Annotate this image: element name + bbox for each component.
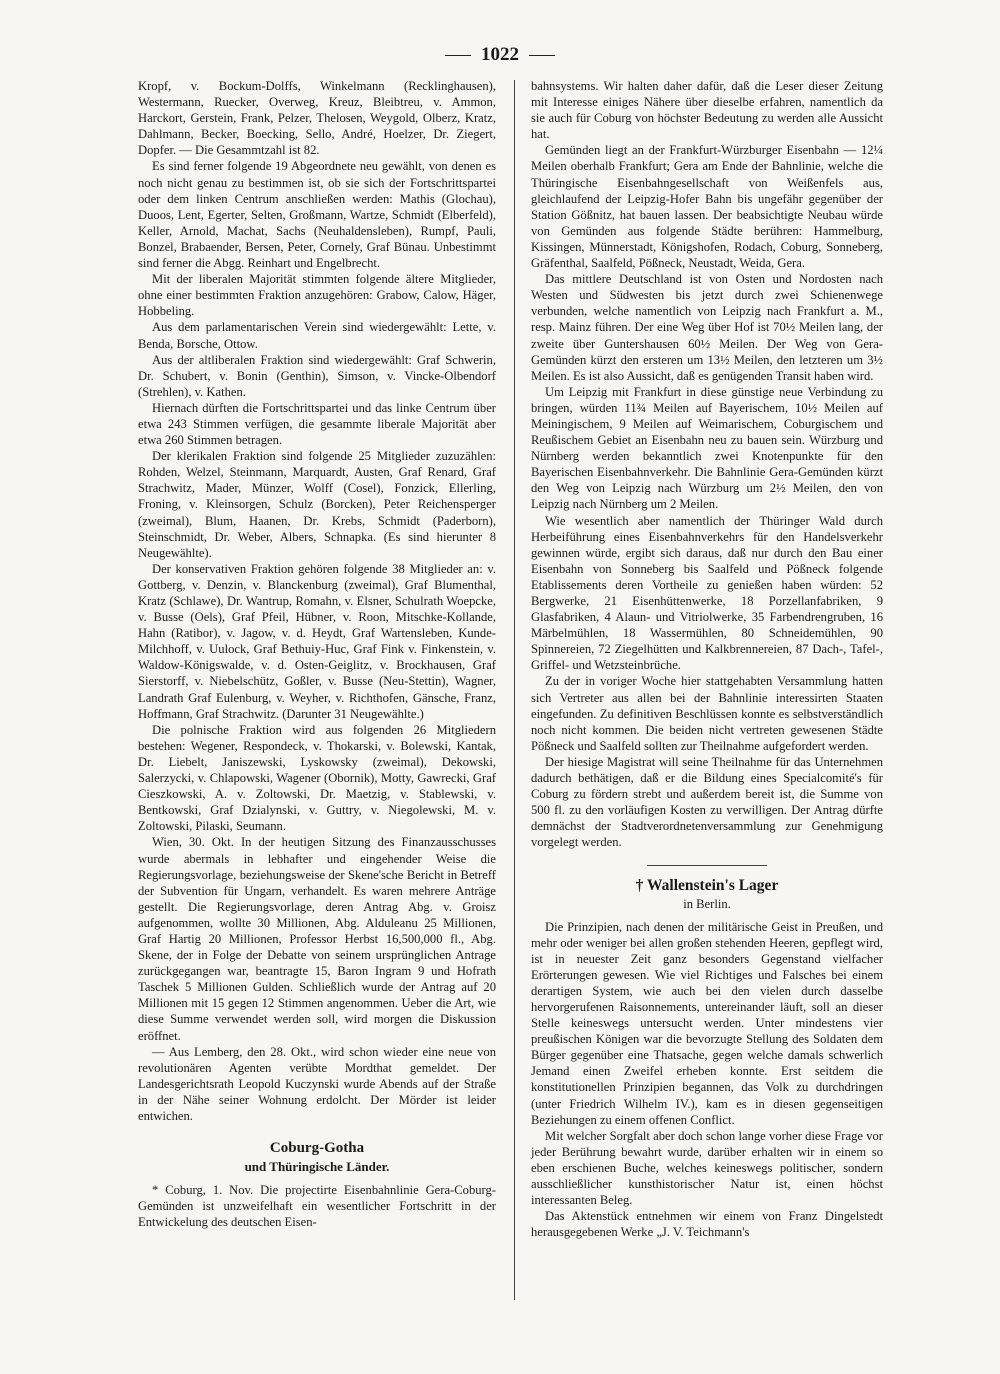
article-title: † Wallenstein's Lager — [635, 876, 779, 894]
page-header — [0, 44, 1000, 66]
header-dash-left — [445, 55, 471, 56]
header-dash-right — [529, 55, 555, 56]
paragraph: bahnsystems. Wir halten daher dafür, daß die Leser dieser Zeitung mit Interesse einiges Nähere über dieselbe erfahren, namentlich da sie auch für Coburg von höchster Bedeutung zu werden alle Aussicht hat. — [531, 79, 883, 142]
page-number: 1022 — [481, 44, 519, 65]
right-column — [531, 78, 883, 1240]
paragraph: Das mittlere Deutschland ist von Osten und Nordosten nach Westen und Südwesten bis jetzt durch zwei Schienenwege verbunden, welche namentlich von Leipzig nach Frankfurt a. M., resp. Mainz führen. Der eine Weg über Hof ist 70½ Meilen lang, der zweite über Guntershausen 60½ Meilen. Der Weg von Gera-Gemünden kürzt den ersteren um 13½ Meilen, den letzteren um 3½ Meilen. Es ist also Aussicht, daß es genügenden Transit haben wird. — [531, 272, 883, 383]
paragraph: Zu der in voriger Woche hier stattgehabten Versammlung hatten sich Vertreter aus allen bei der Bahnlinie interessirten Staaten eingefunden. Zu definitiven Beschlüssen konnte es selbstverständlich noch nicht kommen. Die beiden nicht vertreten gewesenen Städte Pößneck und Saalfeld sollten zur Theilnahme aufgefordert werden. — [531, 674, 883, 753]
paragraph: Mit welcher Sorgfalt aber doch schon lange vorher diese Frage vor jeder Berührung bewahrt wurde, darüber erhalten wir in einem so eben erschienen Buche, welches keineswegs politischer, sondern ausschließlicher kunsthistorischer Natur ist, einen höchst interessanten Beleg. — [531, 1128, 883, 1208]
paragraph: — Aus Lemberg, den 28. Okt., wird schon wieder eine neue von revolutionären Agenten verübte Mordthat gemeldet. Der Landesgerichtsrath Leopold Kuczynski wurde Abends auf der Straße in der Nähe seiner Wohnung erdolcht. Der Mörder ist leider entwichen. — [138, 1044, 496, 1123]
paragraph: Wien, 30. Okt. In der heutigen Sitzung des Finanzausschusses wurde abermals in lebhafter und eingehender Weise die Regierungsvorlage, beziehungsweise der Skene'sche Bericht in Betreff der Subvention für Ungarn, verhandelt. Es waren mehrere Anträge gestellt. Die Regierungsvorlage, deren Antrag Abg. v. Groisz aufgenommen, wollte 30 Millionen, Abg. Alduleanu 25 Millionen, Graf Hartig 20 Millionen, Professor Herbst 16,500,000 fl., Abg. Skene, der in Folge der Debatte von seinem ursprünglichen Antrage zurückgegangen war, beantragte 15, Baron Ingram 9 und Hofrath Taschek 5 Millionen Gulden. Schließlich wurde der Antrag auf 20 Millionen mit 15 gegen 12 Stimmen angenommen. Ueber die Art, wie diese Summe verwendet werden soll, wird morgen die Diskussion eröffnet. — [138, 835, 496, 1043]
paragraph: Kropf, v. Bockum-Dolffs, Winkelmann (Recklinghausen), Westermann, Ruecker, Overweg, Kreuz, Bleibtreu, v. Ammon, Harckort, Gerstein, Frank, Pelzer, Thelosen, Weygold, Olberz, Kratz, Dahlmann, Becker, Boecking, Sello, André, Hoelzer, Dr. Ziegert, Dopfer. — Die Gesammtzahl ist 82. — [138, 79, 496, 158]
paragraph: Es sind ferner folgende 19 Abgeordnete neu gewählt, von denen es noch nicht genau zu bestimmen ist, ob sie sich der Fortschrittspartei oder dem linken Centrum anschließen werden: Mathis (Glochau), Duoos, Lent, Egerter, Selten, Großmann, Wartze, Schmidt (Elberfeld), Keller, Arnold, Machat, Sachs (Neuhaldensleben), Rumpf, Pauli, Bonzel, Brabaender, Bersen, Peter, Cornely, Graf Bünau. Unbestimmt sind ferner die Abgg. Reinhart und Engelbrecht. — [138, 159, 496, 271]
article-separator — [647, 865, 767, 866]
paragraph: Die polnische Fraktion wird aus folgenden 26 Mitgliedern bestehen: Wegener, Respondeck, v. Thokarski, v. Bolewski, Kantak, Dr. Liebelt, Janiszewski, Lyskowsky (zweimal), Dekowski, Salerzycki, v. Chlapowski, Wagener (Obornik), Motty, Gawrecki, Graf Cieszkowski, A. v. Zoltowski, Dr. Maetzig, v. Stablewski, v. Bentkowski, Graf Dzialynski, v. Guttry, v. Niegolewski, M. v. Zoltowski, Pilaski, Seumann. — [138, 722, 496, 834]
paragraph: * Coburg, 1. Nov. Die projectirte Eisenbahnlinie Gera-Coburg-Gemünden ist unzweifelhaft ein wesentlicher Fortschritt in der Entwickelung des deutschen Eisen- — [138, 1183, 496, 1230]
paragraph: Aus dem parlamentarischen Verein sind wiedergewählt: Lette, v. Benda, Borsche, Ottow. — [138, 320, 496, 351]
paragraph: Der hiesige Magistrat will seine Theilnahme für das Unternehmen dadurch bethätigen, daß er die Bildung eines Specialcomité's für Coburg zu fördern strebt und außerdem bereit ist, die Summe von 500 fl. zu den vorläufigen Kosten zu verwilligen. Der Antrag dürfte demnächst der Stadtverordnetenversammlung zur Genehmigung vorgelegt werden. — [531, 754, 883, 850]
paragraph: Die Prinzipien, nach denen der militärische Geist in Preußen, und mehr oder weniger bei allen großen stehenden Heeren, gepflegt wird, ist in neuester Zeit ganz besonders Gegenstand vielfacher Erörterungen gewesen. Wie viel Richtiges und Falsches bei einem derartigen System, wie auch bei den vielen durch dasselbe hervorgerufenen Raisonnements, untereinander läuft, soll an dieser Stelle keineswegs untersucht werden. Unter mindestens vier preußischen Königen war die bevorzugte Stellung des Soldaten dem Bürger gegenüber eine Thatsache, gegen welche damals schwerlich Jemand einen Zweifel erheben konnte. Erst seitdem die konstitutionellen Prinzipien begannen, das Volk zu durchdringen (unter Friedrich Wilhelm IV.), kam es in diesen gegenseitigen Beziehungen zu einem offenen Conflict. — [531, 919, 883, 1127]
paragraph: Gemünden liegt an der Frankfurt-Würzburger Eisenbahn — 12¼ Meilen oberhalb Frankfurt; Gera am Ende der Bahnlinie, welche die Thüringische Eisenbahngesellschaft von Weißenfels aus, gleichlaufend der Leipzig-Hofer Bahn bis ungefähr gegenüber der Station Gößnitz, hat bauen lassen. Der beabsichtigte Neubau würde von Gemünden aus folgende Städte berühren: Hammelburg, Kissingen, Münnerstadt, Königshofen, Rodach, Coburg, Sonneberg, Gräfenthal, Saalfeld, Pößneck, Neustadt, Weida, Gera. — [531, 143, 883, 271]
paragraph: Hiernach dürften die Fortschrittspartei und das linke Centrum über etwa 243 Stimmen verfügen, die gesammte liberale Majorität aber etwa 260 Stimmen betragen. — [138, 400, 496, 448]
article-subtitle: in Berlin. — [683, 896, 731, 911]
paragraph: Der klerikalen Fraktion sind folgende 25 Mitglieder zuzuzählen: Rohden, Welzel, Steinmann, Marquardt, Austen, Graf Renard, Graf Strachwitz, Mader, Münzer, Wolff (Cosel), Fonzick, Ellerling, Froning, v. Kleinsorgen, Schulz (Borcken), Peter Reichensperger (zweimal), Blum, Haanen, Dr. Krebs, Schmidt (Paderborn), Steinschmidt, Dr. Weber, Albers, Schnapka. (Es sind hierunter 8 Neugewählte). — [138, 449, 496, 560]
column-divider — [514, 80, 515, 1300]
paragraph: Mit der liberalen Majorität stimmten folgende ältere Mitglieder, ohne einer bestimmten Fraktion anzugehören: Grabow, Calow, Häger, Hobbeling. — [138, 272, 496, 319]
left-column — [138, 78, 496, 1230]
paragraph: Wie wesentlich aber namentlich der Thüringer Wald durch Herbeiführung eines Eisenbahnverkehrs für den Handelsverkehr gewinnen würde, ergibt sich daraus, daß nur durch den Bau einer Eisenbahn von Sonneberg bis Saalfeld und Pößneck folgende Etablissements deren Vortheile zu genießen haben würden: 52 Bergwerke, 21 Eisenhüttenwerke, 18 Porzellanfabriken, 9 Glasfabriken, 4 Alaun- und Vitriolwerke, 35 Farbendrengruben, 16 Märbelmühlen, 18 Wassermühlen, 80 Schneidemühlen, 90 Spinnereien, 72 Ziegelhütten und Kalkbrennereien, 87 Dach-, Tafel-, Griffel- und Wetzsteinbrüche. — [531, 513, 883, 673]
paragraph: Das Aktenstück entnehmen wir einem von Franz Dingelstedt herausgegebenen Werke „J. V. Teichmann's — [531, 1209, 883, 1240]
section-title: Coburg-Gotha — [269, 1140, 365, 1157]
paragraph: Aus der altliberalen Fraktion sind wiedergewählt: Graf Schwerin, Dr. Schubert, v. Bonin (Genthin), Simson, v. Vincke-Olbendorf (Strehlen), v. Kathen. — [138, 352, 496, 399]
paragraph: Der konservativen Fraktion gehören folgende 38 Mitglieder an: v. Gottberg, v. Denzin, v. Blanckenburg (zweimal), Graf Blumenthal, Kratz (Schlawe), Dr. Wantrup, Romahn, v. Elsner, Schulrath Woepcke, v. Busse (Oels), Graf Pfeil, Hübner, v. Roon, Mitschke-Kollande, Hahn (Ratibor), v. Jagow, v. d. Heydt, Graf Wartensleben, Kunde-Milchhoff, v. Uulock, Graf Bethuiy-Huc, Graf Fink v. Finkenstein, v. Waldow-Königswalde, v. d. Osten-Geiglitz, v. Brockhausen, Graf Sierstorff, v. Niebelschütz, Goßler, v. Busse (Neu-Stettin), Wagner, Landrath Graf Eulenburg, v. Weyher, v. Richthofen, Gänsche, Franz, Hoffmann, Graf Strachwitz. (Darunter 31 Neugewählte.) — [138, 561, 496, 721]
paragraph: Um Leipzig mit Frankfurt in diese günstige neue Verbindung zu bringen, würden 11¾ Meilen auf Bayerischem, 10½ Meilen auf Meiningischem, 9 Meilen auf Weimarischem, Coburgischem und Reußischem Gebiet an Eisenbahn neu zu bauen sein. Würzburg und Nürnberg werden bekanntlich zwei Knotenpunkte für den Bayerischen Eisenbahnverkehr. Die Bahnlinie Gera-Gemünden kürzt den Weg von Leipzig nach Würzburg um 2½ Meilen, den von Leipzig nach Nürnberg um 2 Meilen. — [531, 384, 883, 512]
section-subtitle: und Thüringische Länder. — [244, 1159, 390, 1175]
